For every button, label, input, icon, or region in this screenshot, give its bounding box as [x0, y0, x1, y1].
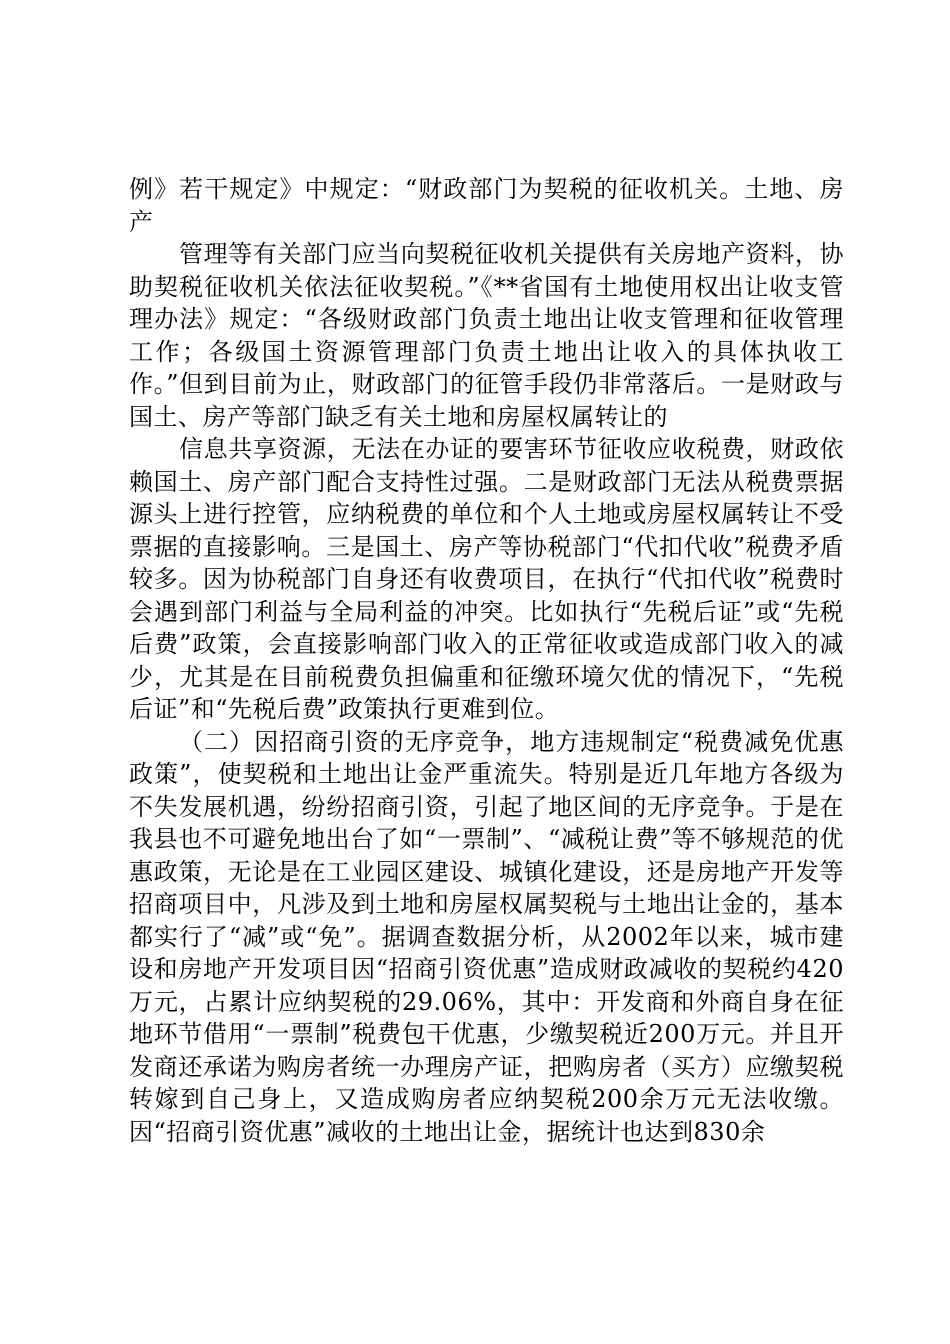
document-body — [129, 173, 844, 1148]
paragraph-1: 例》若干规定》中规定：“财政部门为契税的征收机关。土地、房产 — [129, 175, 844, 236]
paragraph-2: 管理等有关部门应当向契税征收机关提供有关房地产资料，协助契税征收机关依法征收契税。”《**省国有土地使用权出让收支管理办法》规定：“各级财政部门负责土地出让收支管理和征收管理工作；各级国土资源管理部门负责土地出让收入的具体执收工作。”但到目前为止，财政部门的征管手段仍非常落后。一是财政与国土、房产等部门缺乏有关土地和房屋权属转让的 — [129, 240, 844, 431]
paragraph-3: 信息共享资源，无法在办证的要害环节征收应收税费，财政依赖国土、房产部门配合支持性过强。二是财政部门无法从税费票据源头上进行控管，应纳税费的单位和个人土地或房屋权属转让不受票据的直接影响。三是国土、房产等协税部门“代扣代收”税费矛盾较多。因为协税部门自身还有收费项目，在执行“代扣代收”税费时会遇到部门利益与全局利益的冲突。比如执行“先税后证”或“先税后费”政策，会直接影响部门收入的正常征收或造成部门收入的减少，尤其是在目前税费负担偏重和征缴环境欠优的情况下，“先税后证”和“先税后费”政策执行更难到位。 — [129, 435, 844, 723]
paragraph-4: （二）因招商引资的无序竞争，地方违规制定“税费减免优惠政策”，使契税和土地出让金严重流失。特别是近几年地方各级为不失发展机遇，纷纷招商引资，引起了地区间的无序竞争。于是在我县也不可避免地出台了如“一票制”、“减税让费”等不够规范的优惠政策，无论是在工业园区建设、城镇化建设，还是房地产开发等招商项目中，凡涉及到土地和房屋权属契税与土地出让金的，基本都实行了“减”或“免”。据调查数据分析，从2002年以来，城市建设和房地产开发项目因“招商引资优惠”造成财政减收的契税约420万元，占累计应纳契税的29.06%，其中：开发商和外商自身在征地环节借用“一票制”税费包干优惠，少缴契税近200万元。并且开发商还承诺为购房者统一办理房产证，把购房者（买方）应缴契税转嫁到自己身上，又造成购房者应纳契税200余万元无法收缴。因“招商引资优惠”减收的土地出让金，据统计也达到830余 — [129, 727, 844, 1146]
